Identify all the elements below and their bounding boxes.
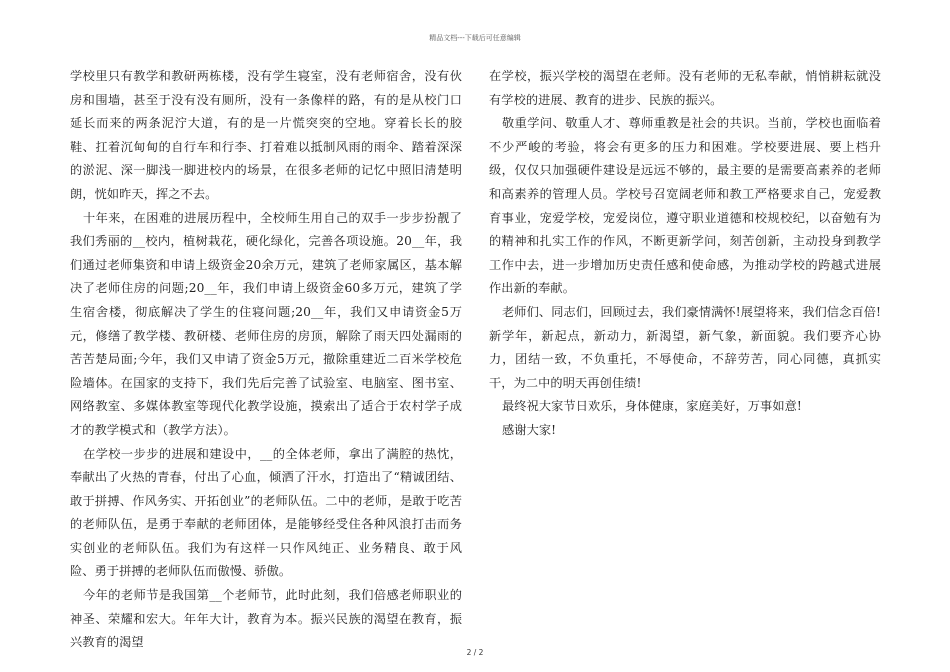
paragraph-continuation: 在学校，振兴学校的渴望在老师。没有老师的无私奉献，悄悄耕耘就没有学校的进展、教育的进步、民族的振兴。 bbox=[489, 69, 881, 107]
paragraph-teacher-team: 在学校一步步的进展和建设中，__的全体老师，拿出了满腔的热忱，奉献出了火热的青春，付出了心血，倾洒了汗水，打造出了“精诚团结、敢于拼搏、作风务实、开拓创业”的老师队伍。二中的老师，是敢于吃苦的老师队伍，是勇于奉献的老师团体，是能够经受住各种风浪打击而务实创业的老师队伍。我们为有这样一只作风纯正、业务精良、敢于风险、勇于拼搏的老师队伍而傲慢、骄傲。 bbox=[70, 446, 462, 579]
paragraph-thanks: 感谢大家! bbox=[502, 422, 557, 437]
paragraph-ten-years-progress: 十年来，在困难的进展历程中，全校师生用自己的双手一步步扮靓了我们秀丽的__校内，植树栽花，硬化绿化，完善各项设施。20__年，我们通过老师集资和申请上级资金20余万元，建筑了老师家属区，基本解决了老师住房的问题;20__年，我们申请上级资金60多万元，建筑了学生宿舍楼，彻底解决了学生的住寝问题;20__年，我们又申请资金5万元，修缮了教学楼、教研楼、老师住房的房顶，解除了雨天四处漏雨的苦苦楚局面;今年，我们又申请了资金5万元，撤除重建近二百米学校危险墙体。在国家的支持下，我们先后完善了试验室、电脑室、图书室、网络教室、多媒体教室等现代化教学设施，摸索出了适合于农村学子成才的教学模式和（教学方法）。 bbox=[70, 210, 462, 437]
page-header: 精品文档---下载后可任意编辑 bbox=[429, 34, 521, 42]
paragraph-school-history: 学校里只有教学和教研两栋楼，没有学生寝室，没有老师宿舍，没有伙房和围墙，甚至于没有没有厕所，没有一条像样的路，有的是从校门口延长而来的两条泥泞大道，有的是一片慌突突的空地。穿着长长的胶鞋、扛着沉甸甸的自行车和行李、打着难以抵制风雨的雨伞、踏着深深的淤泥、深一脚浅一脚进校内的场景，在很多老师的记忆中照旧清楚明朗，恍如昨天，挥之不去。 bbox=[70, 69, 462, 201]
page-number: 2 / 2 bbox=[466, 648, 484, 657]
left-column bbox=[70, 65, 462, 655]
paragraph-best-wishes: 最终祝大家节日欢乐，身体健康，家庭美好，万事如意! bbox=[502, 399, 802, 414]
paragraph-looking-forward: 老师们、同志们，回顾过去，我们豪情满怀!展望将来，我们信念百倍!新学年，新起点，新动力，新渴望，新气象，新面貌。我们要齐心协力，团结一致，不负重托，不辱使命，不辞劳苦，同心同德，真抓实干，为二中的明天再创佳绩! bbox=[489, 304, 881, 390]
right-column bbox=[489, 65, 881, 443]
paragraph-teachers-day: 今年的老师节是我国第__个老师节，此时此刻，我们倍感老师职业的神圣、荣耀和宏大。年年大计，教育为本。振兴民族的渴望在教育，振兴教育的渴望 bbox=[70, 588, 462, 650]
paragraph-respect-knowledge: 敬重学问、敬重人才、尊师重教是社会的共识。当前，学校也面临着不少严峻的考验，将会有更多的压力和困难。学校要进展、要上档升级，仅仅只加强硬件建设是远远不够的，最主要的是需要高素养的老师和高素养的管理人员。学校号召宽阔老师和教工严格要求自己，宠爱教育事业，宠爱学校，宠爱岗位，遵守职业道德和校规校纪，以奋勉有为的精神和扎实工作的作风，不断更新学问，刻苦创新，主动投身到教学工作中去，进一步增加历史责任感和使命感，为推动学校的跨越式进展作出新的奉献。 bbox=[489, 116, 881, 296]
